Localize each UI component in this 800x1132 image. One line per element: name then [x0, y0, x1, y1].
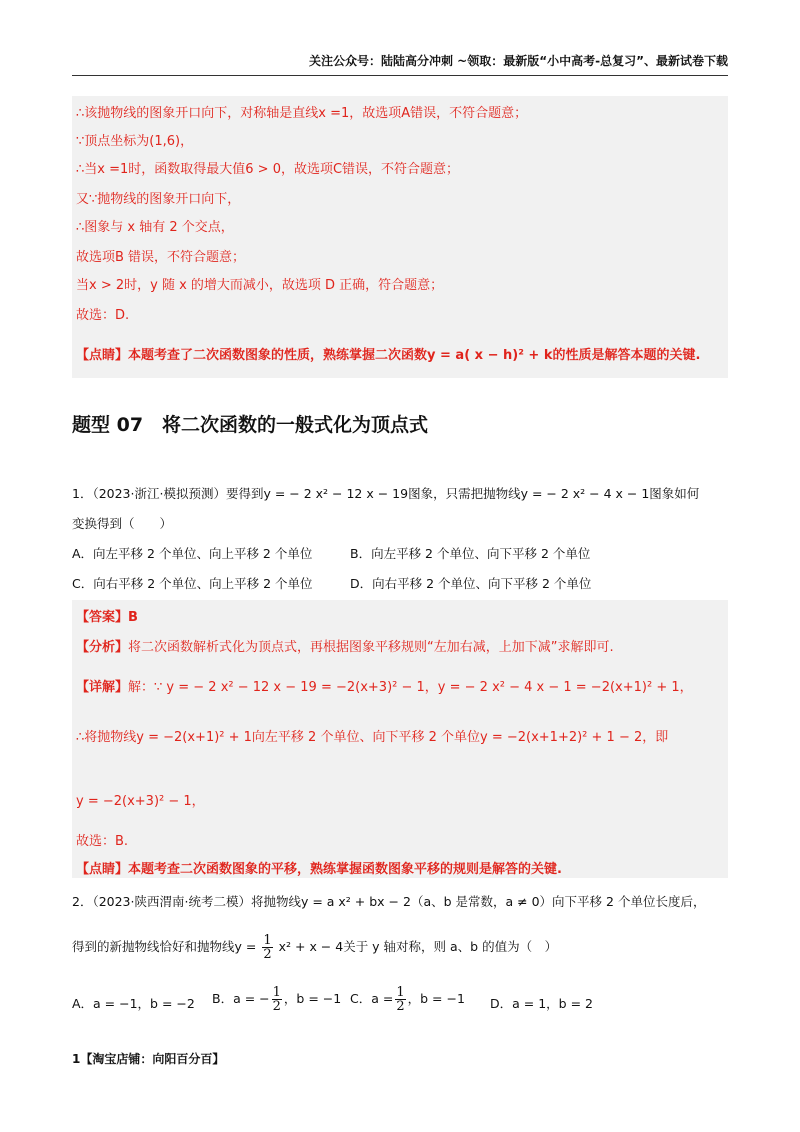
question-1-option-b: B．向左平移 2 个单位、向下平移 2 个单位 — [350, 546, 591, 561]
question-1-option-a: A．向左平移 2 个单位、向上平移 2 个单位 — [72, 546, 313, 561]
solution-line-8: 故选：D. — [76, 308, 130, 323]
section-title: 题型 07 将二次函数的一般式化为顶点式 — [72, 414, 429, 436]
solution-line-6: 故选项B 错误，不符合题意； — [76, 250, 246, 265]
question-1-option-d: D．向右平移 2 个单位、向下平移 2 个单位 — [350, 576, 592, 591]
key-point-tag: 【点睛】 — [76, 348, 129, 363]
question-2-stem-line-2 — [72, 934, 557, 961]
solution-line-2: ∵顶点坐标为(1,6)， — [76, 134, 194, 149]
q1-key-point-line — [76, 858, 562, 877]
question-2-stem-post: x² + x − 4关于 y 轴对称，则 a、b 的值为（ ） — [278, 939, 558, 954]
option-c-fraction: $\frac{1}{2}$ — [396, 985, 405, 1014]
key-point-text: 本题考查了二次函数图象的性质，熟练掌握二次函数y = a( x − h)² + k的性质是解答本题的关键. — [128, 348, 701, 363]
analysis-text: 将二次函数解析式化为顶点式，再根据图象平移规则“左加右减，上加下减”求解即可. — [128, 640, 614, 655]
question-2-option-b: B．a = − $\frac{1}{2}$ ，b = −1 — [212, 985, 342, 1014]
detail-line-1 — [76, 676, 693, 695]
previous-solution-box — [72, 96, 728, 378]
question-1-option-c: C．向右平移 2 个单位、向上平移 2 个单位 — [72, 576, 313, 591]
q1-key-point-tag: 【点睛】 — [76, 862, 129, 877]
option-b-fraction: $\frac{1}{2}$ — [272, 985, 281, 1014]
detail-text-1: 解：∵ y = − 2 x² − 12 x − 19 = −2(x+3)² − 1，y = − 2 x² − 4 x − 1 = −2(x+1)² + 1， — [128, 680, 693, 695]
question-1-solution-box — [72, 600, 728, 878]
solution-line-3: ∴当x =1时，函数取得最大值6 > 0，故选项C错误，不符合题意； — [76, 162, 460, 177]
fraction-one-half: $\frac{1}{2}$ — [263, 933, 272, 962]
analysis-tag: 【分析】 — [76, 640, 129, 655]
solution-line-1: ∴该抛物线的图象开口向下，对称轴是直线x =1，故选项A错误，不符合题意； — [76, 106, 528, 121]
answer-value: B — [128, 610, 138, 625]
detail-tag: 【详解】 — [76, 680, 129, 695]
analysis-line — [76, 636, 614, 655]
solution-line-7: 当x > 2时，y 随 x 的增大而减小，故选项 D 正确，符合题意； — [76, 278, 444, 293]
page-footer: 1【淘宝店铺：向阳百分百】 — [72, 1052, 225, 1066]
q1-key-point-text: 本题考查二次函数图象的平移，熟练掌握函数图象平移的规则是解答的关键. — [128, 862, 562, 877]
detail-line-2: ∴将抛物线y = −2(x+1)² + 1向左平移 2 个单位、向下平移 2 个单位y = −2(x+1+2)² + 1 − 2，即 — [76, 730, 669, 745]
solution-line-4: 又∵抛物线的图象开口向下， — [76, 192, 241, 207]
question-2-stem-line-1: 2．（2023·陕西渭南·统考二模）将抛物线y = a x² + bx − 2（a、b 是常数，a ≠ 0）向下平移 2 个单位长度后， — [72, 894, 706, 909]
solution-line-5: ∴图象与 x 轴有 2 个交点， — [76, 220, 234, 235]
choose-line: 故选：B. — [76, 834, 129, 849]
question-2-option-d: D．a = 1，b = 2 — [490, 996, 593, 1011]
question-1-stem-line-1: 1．（2023·浙江·模拟预测）要得到y = − 2 x² − 12 x − 19图象，只需把抛物线y = − 2 x² − 4 x − 1图象如何 — [72, 486, 700, 501]
question-1-stem-line-2: 变换得到（ ） — [72, 516, 173, 531]
question-2-stem-pre: 得到的新抛物线恰好和抛物线y = — [72, 939, 257, 954]
question-2-option-c: C．a = $\frac{1}{2}$ ，b = −1 — [350, 985, 465, 1014]
detail-line-3: y = −2(x+3)² − 1， — [76, 794, 205, 809]
answer-tag: 【答案】 — [76, 610, 129, 625]
key-point-line — [76, 344, 700, 363]
question-2-option-a: A．a = −1，b = −2 — [72, 996, 195, 1011]
page-header: 关注公众号：陆陆高分冲刺 ~领取：最新版“小中高考-总复习”、最新试卷下载 — [72, 52, 728, 76]
answer-line — [76, 606, 138, 625]
